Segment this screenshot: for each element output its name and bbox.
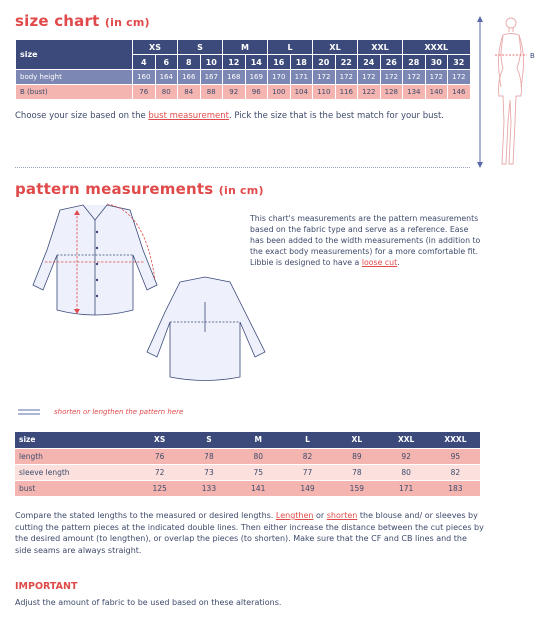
pattern-row-bust bbox=[15, 480, 480, 496]
pattern-description bbox=[250, 213, 482, 268]
size-group-xs: XS bbox=[133, 40, 178, 55]
body-height-cell: 172 bbox=[335, 70, 358, 85]
bust-cell: 104 bbox=[290, 85, 313, 100]
size-chart-unit: (in cm) bbox=[104, 16, 150, 29]
figure-bust-label: B bbox=[530, 52, 535, 60]
pattern-header-cell: XS bbox=[135, 432, 184, 448]
size-group-m: M bbox=[223, 40, 268, 55]
pattern-title bbox=[15, 180, 264, 198]
pattern-value-cell: 78 bbox=[184, 448, 233, 464]
body-height-cell: 172 bbox=[448, 70, 471, 85]
size-header: size bbox=[16, 40, 133, 70]
size-group-xl: XL bbox=[313, 40, 358, 55]
size-group-xxxl: XXXL bbox=[403, 40, 471, 55]
pattern-header-cell: size bbox=[15, 432, 135, 448]
size-group-s: S bbox=[178, 40, 223, 55]
size-group-l: L bbox=[268, 40, 313, 55]
eu-size-cell: 14 bbox=[245, 55, 268, 70]
size-chart-note bbox=[15, 111, 444, 121]
eu-size-cell: 12 bbox=[223, 55, 246, 70]
bust-cell: 146 bbox=[448, 85, 471, 100]
bust-row bbox=[16, 85, 471, 100]
pattern-value-cell: 80 bbox=[234, 448, 283, 464]
bust-cell: 122 bbox=[358, 85, 381, 100]
bust-cell: 140 bbox=[425, 85, 448, 100]
instructions-paragraph bbox=[15, 510, 485, 556]
eu-size-cell: 16 bbox=[268, 55, 291, 70]
body-height-cell: 171 bbox=[290, 70, 313, 85]
pattern-measurements-table bbox=[15, 432, 480, 497]
pattern-row-sleeve-length bbox=[15, 464, 480, 480]
bust-cell: 134 bbox=[403, 85, 426, 100]
bust-measurement-link[interactable]: bust measurement bbox=[148, 111, 229, 121]
body-height-cell: 160 bbox=[133, 70, 156, 85]
eu-size-cell: 10 bbox=[200, 55, 223, 70]
pattern-desc-text: This chart's measurements are the pattern measurements based on the fabric type and serve as a reference. Ease has been added to the width measurements (in addition to the exact body measurements) for a more comfortable fit. Libbie is designed to have a bbox=[250, 214, 481, 267]
shorten-link[interactable]: shorten bbox=[326, 511, 358, 520]
important-text: Adjust the amount of fabric to be used based on these alterations. bbox=[15, 598, 282, 607]
size-chart-title-text: size chart bbox=[15, 12, 100, 30]
pattern-row-length bbox=[15, 448, 480, 464]
eu-size-cell: 6 bbox=[155, 55, 178, 70]
pattern-value-cell: 77 bbox=[283, 464, 332, 480]
note-text: Choose your size based on the bbox=[15, 111, 149, 121]
body-height-cell: 168 bbox=[223, 70, 246, 85]
note-text-end: . Pick the size that is the best match for your bust. bbox=[228, 111, 445, 121]
size-chart-title bbox=[15, 12, 150, 30]
eu-size-cell: 30 bbox=[425, 55, 448, 70]
eu-size-cell: 18 bbox=[290, 55, 313, 70]
pattern-header-cell: XXL bbox=[381, 432, 430, 448]
body-height-cell: 172 bbox=[358, 70, 381, 85]
legend-text: shorten or lengthen the pattern here bbox=[54, 408, 184, 416]
pattern-value-cell: 171 bbox=[381, 480, 430, 496]
pattern-value-cell: 183 bbox=[431, 480, 480, 496]
size-group-row bbox=[16, 40, 471, 55]
pattern-header-cell: S bbox=[184, 432, 233, 448]
shirt-back-illustration bbox=[145, 272, 280, 387]
pattern-value-cell: 72 bbox=[135, 464, 184, 480]
lengthen-link[interactable]: Lengthen bbox=[275, 511, 314, 520]
eu-size-cell: 28 bbox=[403, 55, 426, 70]
bust-label: B (bust) bbox=[16, 85, 133, 100]
body-height-cell: 164 bbox=[155, 70, 178, 85]
pattern-value-cell: 133 bbox=[184, 480, 233, 496]
section-divider bbox=[15, 167, 470, 168]
pattern-value-cell: 76 bbox=[135, 448, 184, 464]
bust-cell: 110 bbox=[313, 85, 336, 100]
pattern-value-cell: 82 bbox=[283, 448, 332, 464]
pattern-value-cell: 75 bbox=[234, 464, 283, 480]
body-figure-illustration bbox=[475, 12, 540, 172]
double-line-icon bbox=[18, 408, 42, 416]
bust-cell: 128 bbox=[380, 85, 403, 100]
eu-size-cell: 20 bbox=[313, 55, 336, 70]
pattern-value-cell: 82 bbox=[431, 464, 480, 480]
bust-cell: 84 bbox=[178, 85, 201, 100]
pattern-unit: (in cm) bbox=[218, 184, 264, 197]
pattern-value-cell: 78 bbox=[332, 464, 381, 480]
eu-size-cell: 24 bbox=[358, 55, 381, 70]
body-height-cell: 172 bbox=[313, 70, 336, 85]
pattern-header-cell: L bbox=[283, 432, 332, 448]
pattern-desc-end: . bbox=[397, 258, 400, 267]
bust-cell: 96 bbox=[245, 85, 268, 100]
bust-cell: 92 bbox=[223, 85, 246, 100]
body-height-row bbox=[16, 70, 471, 85]
eu-size-cell: 26 bbox=[380, 55, 403, 70]
instructions-text: Compare the stated lengths to the measured or desired lengths. bbox=[15, 511, 276, 520]
pattern-value-cell: 141 bbox=[234, 480, 283, 496]
size-group-xxl: XXL bbox=[358, 40, 403, 55]
important-title: IMPORTANT bbox=[15, 581, 78, 592]
pattern-value-cell: 159 bbox=[332, 480, 381, 496]
body-height-cell: 166 bbox=[178, 70, 201, 85]
size-chart-table bbox=[15, 39, 471, 100]
pattern-table-header bbox=[15, 432, 480, 448]
body-height-cell: 170 bbox=[268, 70, 291, 85]
eu-size-cell: 22 bbox=[335, 55, 358, 70]
pattern-value-cell: 73 bbox=[184, 464, 233, 480]
bust-cell: 80 bbox=[155, 85, 178, 100]
pattern-row-label: sleeve length bbox=[15, 464, 135, 480]
body-height-cell: 172 bbox=[425, 70, 448, 85]
pattern-header-cell: XXXL bbox=[431, 432, 480, 448]
body-height-cell: 169 bbox=[245, 70, 268, 85]
loose-cut-link[interactable]: loose cut bbox=[361, 258, 398, 267]
eu-size-cell: 4 bbox=[133, 55, 156, 70]
pattern-value-cell: 92 bbox=[381, 448, 430, 464]
pattern-value-cell: 149 bbox=[283, 480, 332, 496]
bust-cell: 88 bbox=[200, 85, 223, 100]
bust-cell: 116 bbox=[335, 85, 358, 100]
instructions-text-or: or bbox=[313, 511, 327, 520]
pattern-header-cell: M bbox=[234, 432, 283, 448]
body-height-cell: 172 bbox=[403, 70, 426, 85]
body-height-cell: 167 bbox=[200, 70, 223, 85]
body-height-cell: 172 bbox=[380, 70, 403, 85]
pattern-row-label: length bbox=[15, 448, 135, 464]
eu-size-cell: 8 bbox=[178, 55, 201, 70]
pattern-row-label: bust bbox=[15, 480, 135, 496]
pattern-value-cell: 125 bbox=[135, 480, 184, 496]
body-height-label: body height bbox=[16, 70, 133, 85]
pattern-value-cell: 95 bbox=[431, 448, 480, 464]
pattern-header-cell: XL bbox=[332, 432, 381, 448]
bust-cell: 76 bbox=[133, 85, 156, 100]
bust-cell: 100 bbox=[268, 85, 291, 100]
eu-size-cell: 32 bbox=[448, 55, 471, 70]
pattern-value-cell: 89 bbox=[332, 448, 381, 464]
pattern-title-text: pattern measurements bbox=[15, 180, 214, 198]
pattern-value-cell: 80 bbox=[381, 464, 430, 480]
instructions-text-rest: the blouse and/ or sleeves by cutting the pattern pieces at the indicated double lines. Then either increase the distance between the cut pieces by the desired amount (to lengthen), or overlap the pieces (to shorten). Make sure that the CF and CB lines and the side seams are always straight. bbox=[15, 511, 484, 555]
